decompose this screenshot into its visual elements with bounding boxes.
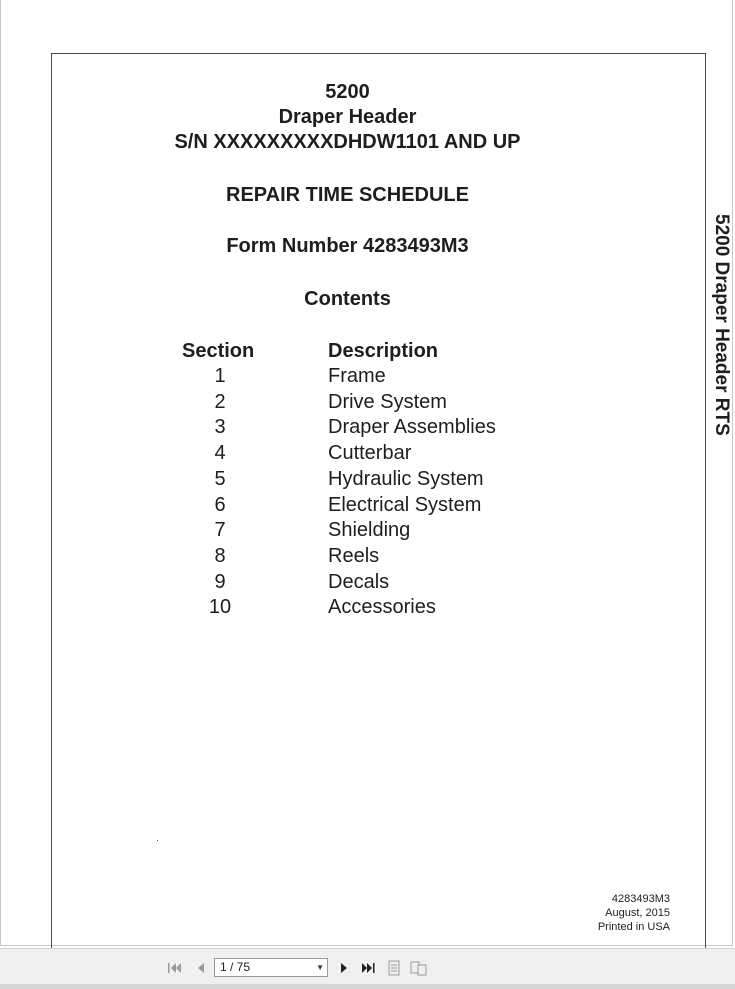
toc-row <box>1 468 734 494</box>
first-page-icon[interactable] <box>166 959 184 977</box>
section-number: 7 <box>214 519 226 541</box>
section-number: 8 <box>214 545 226 567</box>
stray-dot <box>157 840 158 841</box>
section-number: 6 <box>214 494 226 516</box>
section-description: Electrical System <box>328 494 482 516</box>
section-description: Frame <box>328 365 386 387</box>
section-number: 4 <box>214 442 226 464</box>
toc-row <box>1 416 734 442</box>
footer-date: August, 2015 <box>605 907 670 919</box>
toc-row <box>1 571 734 597</box>
section-number: 3 <box>214 416 226 438</box>
toc-row <box>1 442 734 468</box>
product-name: Draper Header <box>278 106 417 128</box>
toc-row <box>1 596 734 622</box>
toc-row <box>1 365 734 391</box>
page-indicator: 1 / 75 <box>220 960 251 974</box>
section-description: Cutterbar <box>328 442 412 464</box>
section-description: Draper Assemblies <box>328 416 496 438</box>
serial-range: S/N XXXXXXXXXDHDW1101 AND UP <box>174 131 521 153</box>
section-number: 2 <box>214 391 226 413</box>
section-description: Hydraulic System <box>328 468 484 490</box>
next-page-icon[interactable] <box>335 959 353 977</box>
section-column-header: Section <box>182 340 255 362</box>
chevron-down-icon[interactable]: ▼ <box>316 963 324 972</box>
section-description: Reels <box>328 545 380 567</box>
previous-page-icon[interactable] <box>191 959 209 977</box>
toolbar-bottom-strip <box>0 984 735 989</box>
last-page-icon[interactable] <box>359 959 377 977</box>
section-number: 1 <box>214 365 226 387</box>
contents-heading: Contents <box>304 288 391 310</box>
model-number: 5200 <box>325 81 370 103</box>
form-number: Form Number 4283493M3 <box>226 235 469 257</box>
footer-printed: Printed in USA <box>597 921 670 933</box>
side-title: 5200 Draper Header RTS <box>711 214 732 436</box>
page-number-input[interactable] <box>214 958 328 977</box>
two-page-view-icon[interactable] <box>410 959 428 977</box>
section-description: Decals <box>328 571 390 593</box>
toc-row <box>1 519 734 545</box>
toc-row <box>1 391 734 417</box>
description-column-header: Description <box>328 340 439 362</box>
section-description: Accessories <box>328 596 436 618</box>
single-page-view-icon[interactable] <box>385 959 403 977</box>
toc-row <box>1 494 734 520</box>
footer-part-number: 4283493M3 <box>611 893 670 905</box>
section-number: 5 <box>214 468 226 490</box>
section-description: Drive System <box>328 391 447 413</box>
section-description: Shielding <box>328 519 411 541</box>
section-number: 10 <box>208 596 232 618</box>
navigation-toolbar <box>0 948 735 989</box>
section-number: 9 <box>214 571 226 593</box>
document-title: REPAIR TIME SCHEDULE <box>226 184 469 206</box>
toc-row <box>1 545 734 571</box>
